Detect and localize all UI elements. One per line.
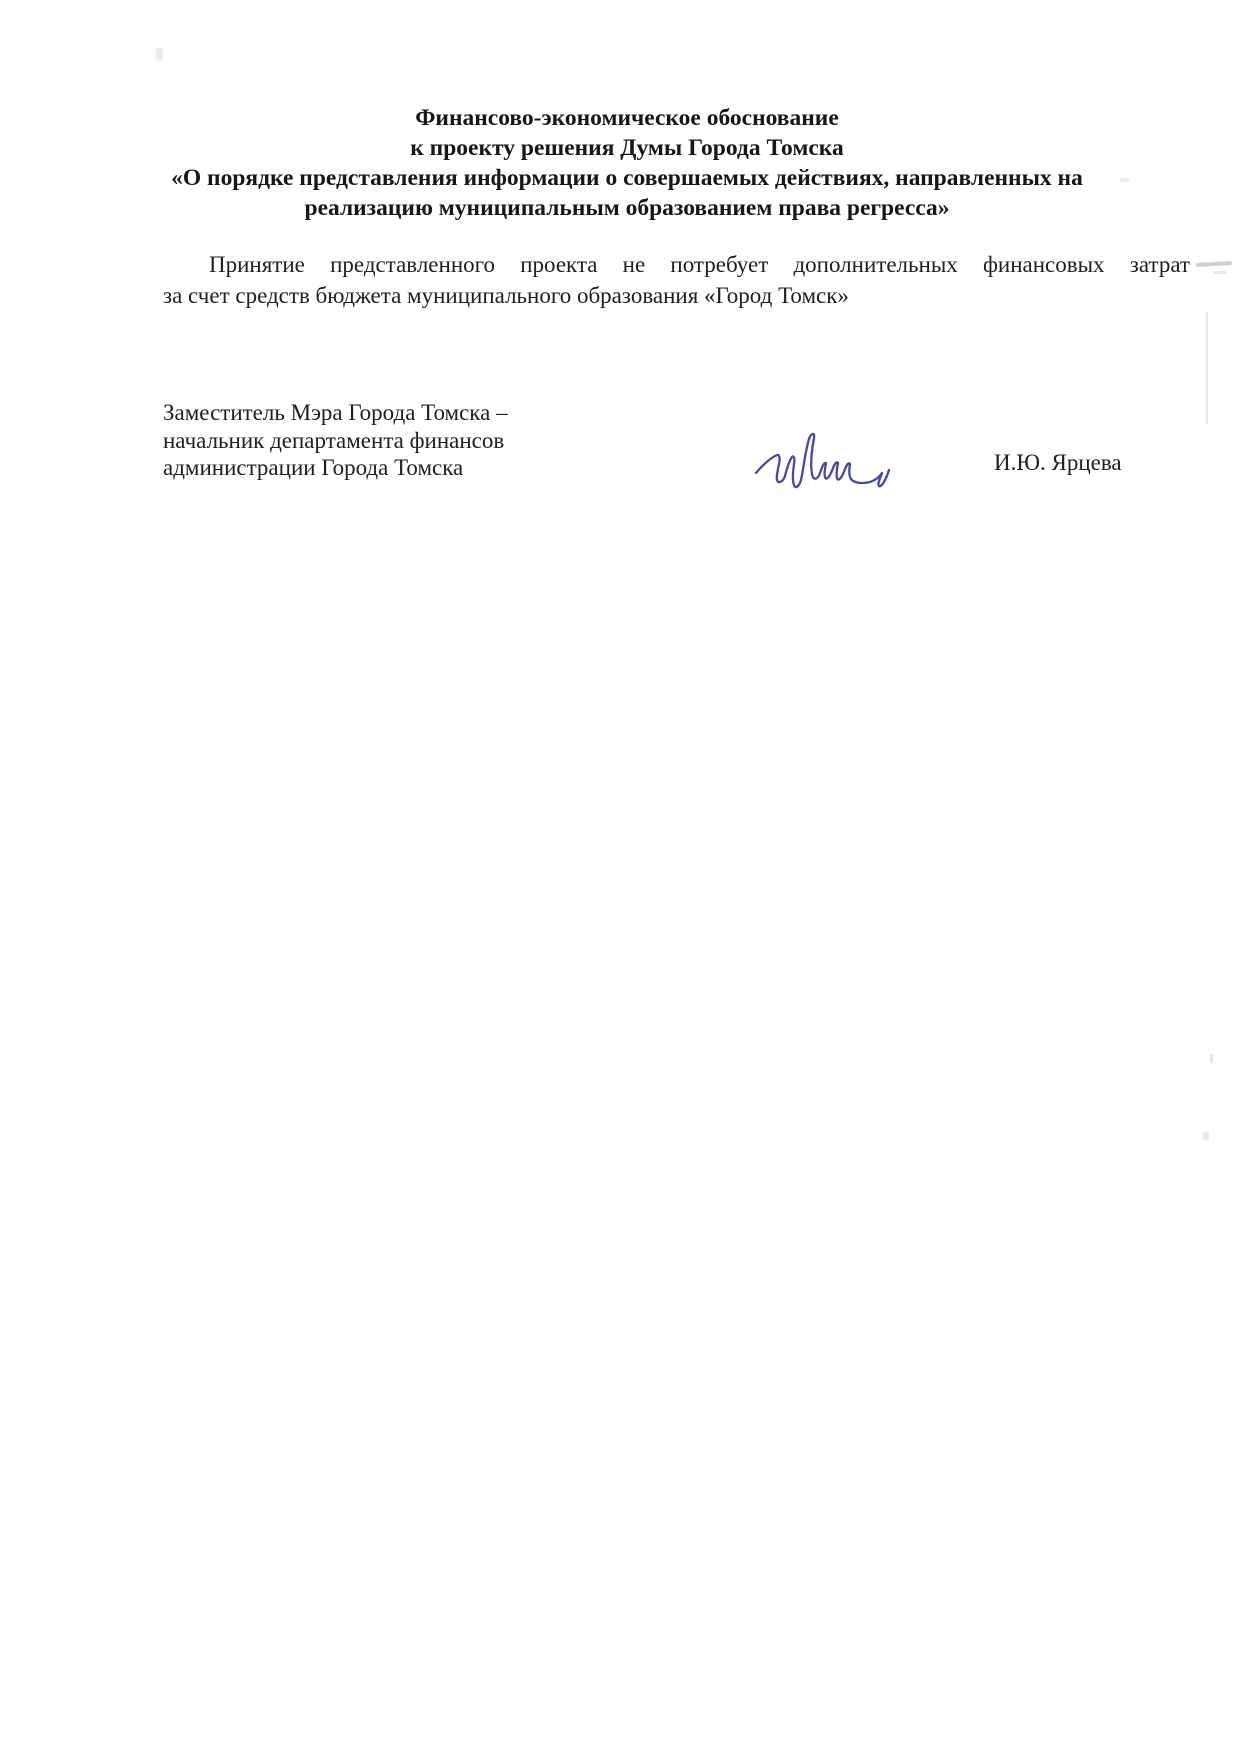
signatory-name: И.Ю. Ярцева — [994, 450, 1122, 475]
title-line-3: «О порядке представления информации о совершаемых действиях, направленных на — [171, 165, 1083, 191]
scan-artifact — [1203, 1132, 1209, 1140]
signatory-title — [163, 399, 743, 482]
scan-artifact — [156, 48, 163, 60]
paragraph-line: Принятие представленного проекта не потребует дополнительных финансовых затрат — [209, 252, 1190, 277]
signatory-title-line-3: администрации Города Томска — [163, 455, 464, 480]
body-paragraph — [163, 249, 1190, 311]
paragraph-line: за счет средств бюджета муниципального образования «Город Томск» — [163, 283, 849, 308]
title-line-2: к проекту решения Думы Города Томска — [410, 135, 844, 161]
scan-artifact — [1206, 312, 1208, 424]
scan-artifact — [1196, 261, 1232, 267]
signatory-title-line-1: Заместитель Мэра Города Томска – — [163, 400, 508, 425]
title-line-4: реализацию муниципальным образованием права регресса» — [304, 195, 950, 221]
title-line-1: Финансово-экономическое обоснование — [415, 105, 839, 131]
handwritten-signature-icon — [740, 424, 940, 516]
signatory-title-line-2: начальник департамента финансов — [163, 427, 505, 453]
scan-artifact — [1210, 1054, 1213, 1063]
document-title — [44, 103, 1210, 223]
scan-artifact — [1213, 271, 1227, 274]
